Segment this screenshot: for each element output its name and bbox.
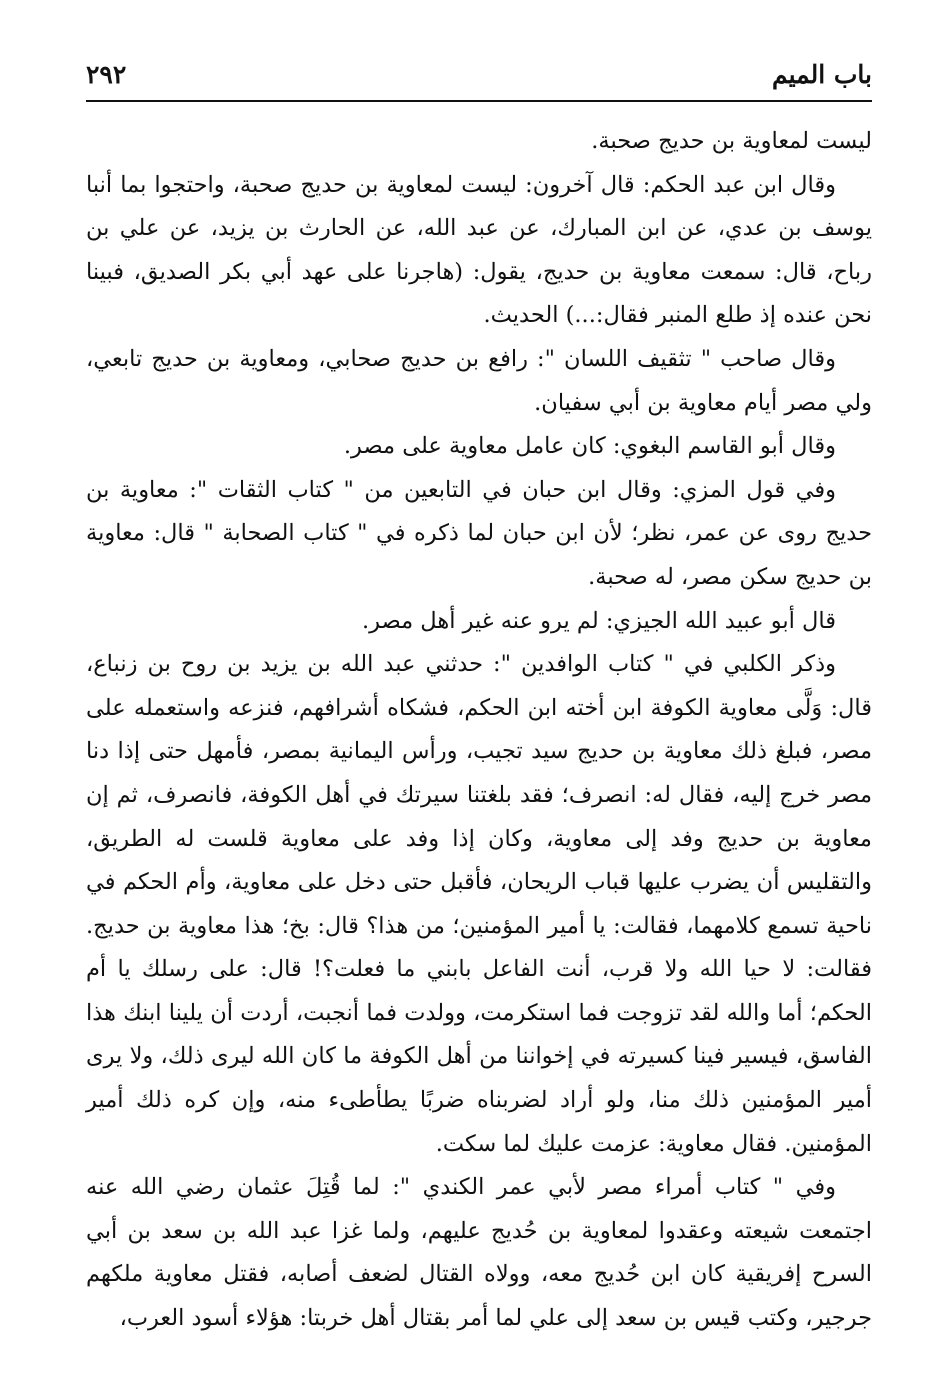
paragraph: ليست لمعاوية بن حديج صحبة. — [591, 128, 872, 154]
header-rule — [86, 100, 872, 102]
paragraph: وفي " كتاب أمراء مصر لأبي عمر الكندي ": لما قُتِلَ عثمان رضي الله عنه اجتمعت شيعته وعقدوا لمعاوية بن حُديج عليهم، ولما غزا عبد الله بن سعد بن أبي السرح إفريقية كان ابن حُديج معه، وولاه القتال لضعف أصابه، فقتل معاوية ملكهم جرجير، وكتب قيس بن سعد إلى علي لما أمر بقتال أهل خربتا: هؤلاء أسود العرب، — [86, 1174, 872, 1332]
page-header — [86, 58, 872, 98]
paragraph: وقال صاحب " تثقيف اللسان ": رافع بن حديج صحابي، ومعاوية بن حديج تابعي، ولي مصر أيام معاوية بن أبي سفيان. — [86, 345, 872, 416]
paragraph: وفي قول المزي: وقال ابن حبان في التابعين من " كتاب الثقات ": معاوية بن حديج روى عن عمر، نظر؛ لأن ابن حبان لما ذكره في " كتاب الصحابة " قال: معاوية بن حديج سكن مصر، له صحبة. — [86, 476, 872, 590]
paragraph: وذكر الكلبي في " كتاب الوافدين ": حدثني عبد الله بن يزيد بن روح بن زنباع، قال: وَلَّى معاوية الكوفة ابن أخته ابن الحكم، فشكاه أشرافهم، فنزعه واستعمله على مصر، فبلغ ذلك معاوية بن حديج سيد تجيب، ورأس اليمانية بمصر، فأمهل حتى إذا دنا مصر خرج إليه، فقال له: انصرف؛ فقد بلغتنا سيرتك في أهل الكوفة، فانصرف، ثم إن معاوية بن حديج وفد إلى معاوية، وكان إذا وفد على معاوية قلست له الطريق، والتقليس أن يضرب عليها قباب الريحان، فأقبل حتى دخل على معاوية، وأم الحكم في ناحية تسمع كلامهما، فقالت: يا أمير المؤمنين؛ من هذا؟ قال: بخ؛ هذا معاوية بن حديج. فقالت: لا حيا الله ولا قرب، أنت الفاعل بابني ما فعلت؟! قال: على رسلك يا أم الحكم؛ أما والله لقد تزوجت فما استكرمت، وولدت فما أنجبت، أردت أن يلينا ابنك هذا الفاسق، فيسير فينا كسيرته في إخواننا من أهل الكوفة ما كان الله ليرى ذلك، ولا يرى أمير المؤمنين ذلك منا، ولو أراد لضربناه ضربًا يطأطىء منه، وإن كره ذلك أمير المؤمنين. فقال معاوية: عزمت عليك لما سكت. — [86, 651, 872, 1157]
page-number: ٢٩٢ — [86, 60, 127, 89]
paragraph: قال أبو عبيد الله الجيزي: لم يرو عنه غير أهل مصر. — [362, 607, 836, 634]
page-body — [86, 120, 872, 1341]
paragraph: وقال أبو القاسم البغوي: كان عامل معاوية على مصر. — [343, 433, 836, 460]
paragraph: وقال ابن عبد الحكم: قال آخرون: ليست لمعاوية بن حديج صحبة، واحتجوا بما أنبا يوسف بن عدي، عن ابن المبارك، عن عبد الله، عن الحارث بن يزيد، عن علي بن رباح، قال: سمعت معاوية بن حديج، يقول: (هاجرنا على عهد أبي بكر الصديق، فبينا نحن عنده إذ طلع المنبر فقال:...) الحديث. — [86, 171, 872, 329]
chapter-title: باب الميم — [771, 60, 872, 89]
